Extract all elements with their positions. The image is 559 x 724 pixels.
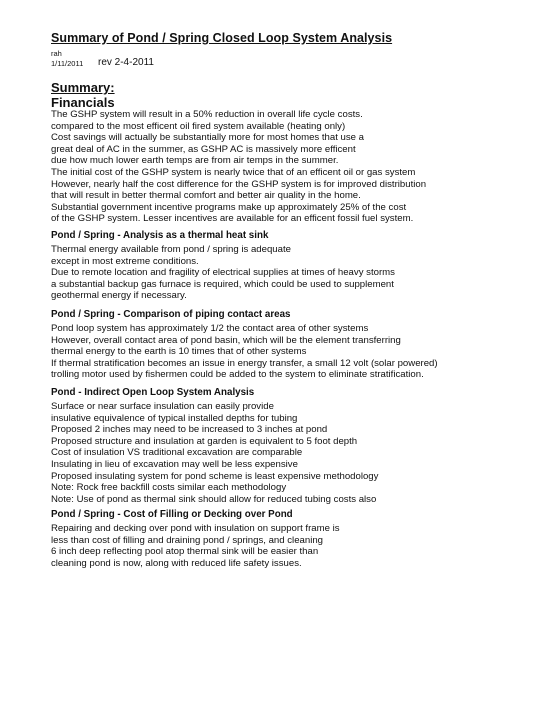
- text-line: Cost savings will actually be substantially more for most homes that use a: [51, 132, 365, 144]
- text-line: Repairing and decking over pond with insulation on support frame is: [51, 523, 340, 534]
- text-line: Cost of insulation VS traditional excavation are comparable: [51, 447, 303, 459]
- open-loop-heading: Pond - Indirect Open Loop System Analysis: [51, 387, 255, 398]
- author-initials: rah: [51, 49, 62, 58]
- text-line: insulative equivalence of typical installed depths for tubing: [51, 412, 298, 424]
- text-line: of the GSHP system. Lesser incentives are available for an efficent fossil fuel system.: [51, 213, 414, 225]
- text-line: a substantial backup gas furnace is required, which could be used to supplement: [51, 278, 394, 290]
- filling-lines: [51, 523, 551, 569]
- text-line: Pond loop system has approximately 1/2 the contact area of other systems: [51, 323, 369, 334]
- text-line: trolling motor used by fishermen could be added to the system to eliminate stratification.: [51, 369, 424, 381]
- text-line: The GSHP system will result in a 50% reduction in overall life cycle costs.: [51, 109, 363, 120]
- text-line: The initial cost of the GSHP system is nearly twice that of an efficent oil or gas system: [51, 166, 416, 178]
- text-line: 6 inch deep reflecting pool atop thermal sink will be easier than: [51, 546, 319, 558]
- text-line: Note: Rock free backfill costs similar each methodology: [51, 482, 287, 494]
- heat-sink-section: [51, 229, 551, 302]
- heat-sink-heading: Pond / Spring - Analysis as a thermal heat sink: [51, 230, 269, 241]
- text-line: Proposed structure and insulation at garden is equivalent to 5 foot depth: [51, 435, 358, 447]
- piping-section: [51, 308, 551, 381]
- text-line: Note: Use of pond as thermal sink should allow for reduced tubing costs also: [51, 493, 377, 505]
- text-line: geothermal energy if necessary.: [51, 290, 187, 302]
- text-line: However, nearly half the cost difference for the GSHP system is for improved distribution: [51, 178, 427, 190]
- financials-heading: Financials: [51, 95, 115, 110]
- text-line: due how much lower earth temps are from air temps in the summer.: [51, 155, 339, 167]
- text-line: Thermal energy available from pond / spring is adequate: [51, 244, 291, 255]
- document-date: 1/11/2011: [51, 59, 84, 68]
- text-line: less than cost of filling and draining pond / springs, and cleaning: [51, 534, 323, 546]
- text-line: Insulating in lieu of excavation may well be less expensive: [51, 458, 298, 470]
- text-line: If thermal stratification becomes an issue in energy transfer, a small 12 volt (solar powered): [51, 357, 438, 369]
- heat-sink-lines: [51, 244, 551, 302]
- text-line: compared to the most efficent oil fired system available (heating only): [51, 120, 346, 132]
- piping-heading: Pond / Spring - Comparison of piping contact areas: [51, 309, 291, 320]
- piping-lines: [51, 323, 551, 381]
- open-loop-section: [51, 386, 551, 505]
- text-line: Substantial government incentive programs make up approximately 25% of the cost: [51, 201, 407, 213]
- text-line: Proposed 2 inches may need to be increased to 3 inches at pond: [51, 424, 328, 436]
- text-line: that will result in better thermal comfort and better air quality in the home.: [51, 190, 361, 202]
- text-line: Proposed insulating system for pond scheme is least expensive methodology: [51, 470, 379, 482]
- text-line: Surface or near surface insulation can easily provide: [51, 401, 274, 412]
- text-line: However, overall contact area of pond basin, which will be the element transferring: [51, 334, 401, 346]
- text-line: except in most extreme conditions.: [51, 255, 199, 267]
- revision-date: rev 2-4-2011: [98, 57, 154, 68]
- open-loop-lines: [51, 401, 551, 505]
- financials-lines: [51, 109, 551, 225]
- text-line: thermal energy to the earth is 10 times that of other systems: [51, 346, 307, 358]
- text-line: great deal of AC in the summer, as GSHP AC is massively more efficent: [51, 143, 356, 155]
- text-line: Due to remote location and fragility of electrical supplies at times of heavy storms: [51, 267, 395, 279]
- financials-section: [51, 109, 551, 225]
- summary-heading: Summary:: [51, 80, 115, 95]
- filling-section: [51, 508, 551, 569]
- document-title: Summary of Pond / Spring Closed Loop System Analysis: [51, 31, 393, 45]
- text-line: cleaning pond is now, along with reduced life safety issues.: [51, 557, 302, 569]
- filling-heading: Pond / Spring - Cost of Filling or Decking over Pond: [51, 509, 293, 520]
